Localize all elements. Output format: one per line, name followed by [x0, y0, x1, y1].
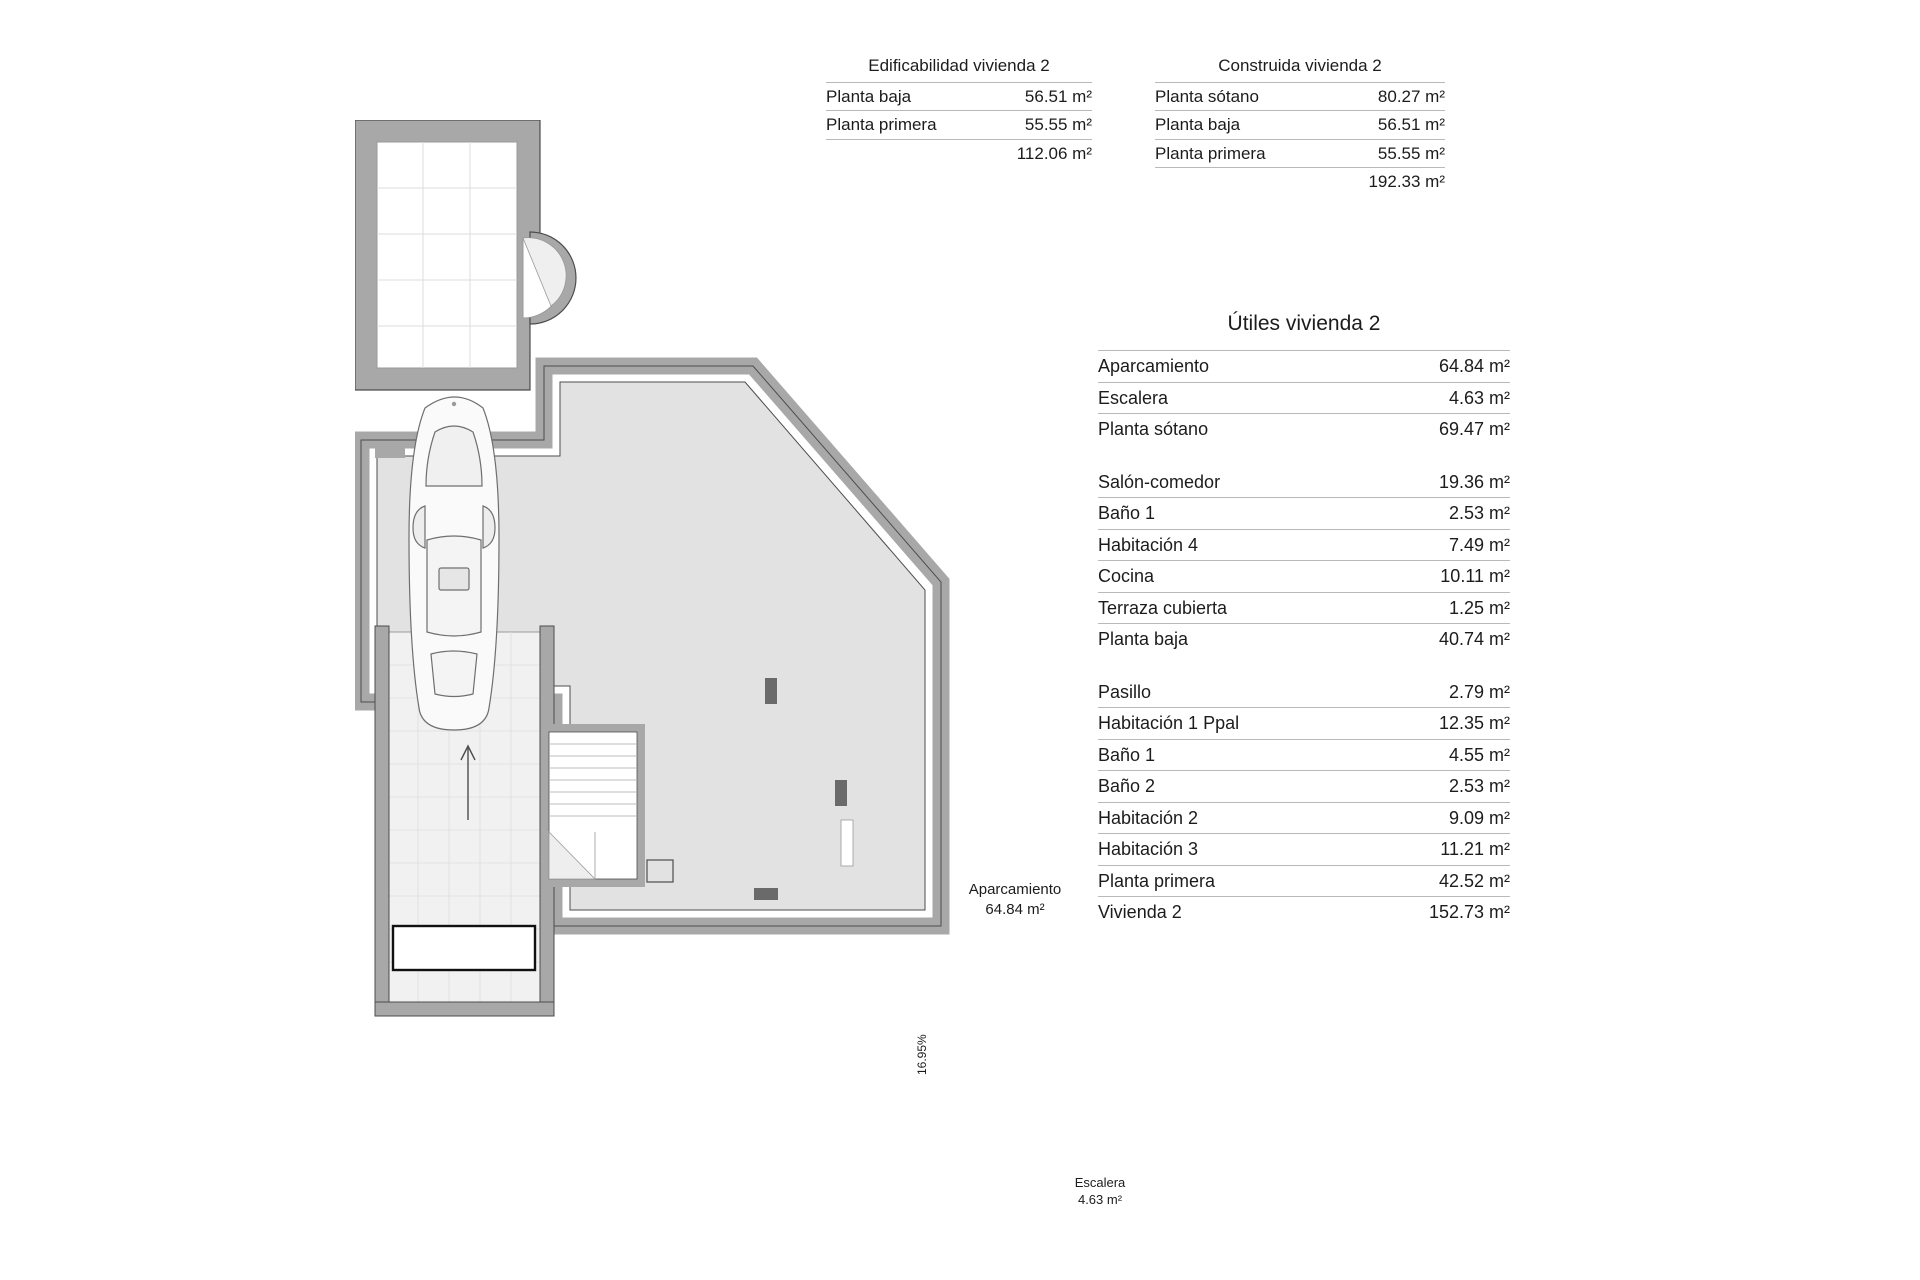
total-value: 112.06 m² [1016, 143, 1092, 163]
row-label: Habitación 2 [1098, 802, 1360, 834]
row-label: Planta primera [1155, 139, 1326, 167]
stair-area-value: 4.63 m² [1077, 1191, 1123, 1207]
row-label: Planta baja [826, 83, 984, 111]
table-group-spacer [1098, 655, 1510, 677]
row-label: Baño 1 [1098, 498, 1360, 530]
row-value: 69.47 m² [1438, 419, 1510, 439]
table-row [1098, 351, 1510, 383]
table-row [1098, 414, 1510, 445]
table-row [1098, 529, 1510, 561]
parking-area-name: Aparcamiento [968, 881, 1062, 898]
row-value: 10.11 m² [1360, 561, 1510, 593]
table-row [1155, 111, 1445, 139]
ramp-slope-label: 16.95% [915, 1034, 929, 1075]
table-row [1098, 739, 1510, 771]
total-value: 192.33 m² [1368, 171, 1445, 191]
table-row [826, 111, 1092, 139]
table-row [1098, 771, 1510, 803]
row-label: Habitación 4 [1098, 529, 1360, 561]
construida-table [1155, 56, 1445, 195]
row-label: Salón-comedor [1098, 467, 1360, 498]
row-label: Escalera [1098, 382, 1360, 414]
table-row [826, 83, 1092, 111]
car-symbol [409, 397, 499, 730]
row-value: 55.55 m² [1326, 139, 1445, 167]
table-row [1098, 467, 1510, 498]
row-value: 2.53 m² [1360, 771, 1510, 803]
edificabilidad-table [826, 56, 1092, 167]
table-total-row [1155, 167, 1445, 195]
row-value: 42.52 m² [1360, 865, 1510, 897]
table-row [1098, 708, 1510, 740]
row-label: Cocina [1098, 561, 1360, 593]
table-row [1098, 624, 1510, 655]
parking-area-label [969, 880, 1062, 919]
wall-opening [841, 820, 853, 866]
table-row [1098, 498, 1510, 530]
table-row [1155, 83, 1445, 111]
row-label: Planta primera [826, 111, 984, 139]
garage-door [393, 926, 535, 970]
row-label: Planta primera [1098, 865, 1360, 897]
row-label: Aparcamiento [1098, 351, 1360, 383]
row-label: Terraza cubierta [1098, 592, 1360, 624]
row-value: 80.27 m² [1326, 83, 1445, 111]
table-row [1098, 382, 1510, 414]
row-label: Habitación 1 Ppal [1098, 708, 1360, 740]
utiles-title: Útiles vivienda 2 [1227, 312, 1381, 335]
row-value: 55.55 m² [984, 111, 1092, 139]
parking-area-value: 64.84 m² [985, 900, 1045, 918]
upper-building [355, 120, 576, 390]
row-value: 56.51 m² [1326, 111, 1445, 139]
table-row [1098, 561, 1510, 593]
row-value: 2.53 m² [1360, 498, 1510, 530]
row-label: Baño 1 [1098, 739, 1360, 771]
stair-area-name: Escalera [1074, 1175, 1126, 1190]
construida-title: Construida vivienda 2 [1218, 56, 1382, 75]
edificabilidad-title: Edificabilidad vivienda 2 [868, 56, 1050, 75]
row-value: 12.35 m² [1360, 708, 1510, 740]
table-row [1098, 865, 1510, 897]
row-value: 64.84 m² [1360, 351, 1510, 383]
row-label: Planta baja [1155, 111, 1326, 139]
table-row [1098, 897, 1510, 928]
row-value: 40.74 m² [1438, 629, 1510, 649]
row-value: 56.51 m² [984, 83, 1092, 111]
total-label [1155, 167, 1326, 195]
table-row [1155, 139, 1445, 167]
row-label: Baño 2 [1098, 771, 1360, 803]
row-label: Planta baja [1098, 629, 1189, 649]
row-value: 1.25 m² [1360, 592, 1510, 624]
table-total-row [826, 139, 1092, 167]
row-value: 2.79 m² [1360, 677, 1510, 708]
row-label: Habitación 3 [1098, 834, 1360, 866]
table-row [1098, 677, 1510, 708]
floor-plan-svg [355, 120, 1115, 1260]
row-label: Pasillo [1098, 677, 1360, 708]
row-label: Planta sótano [1155, 83, 1326, 111]
utiles-table [1098, 312, 1510, 928]
total-label [826, 139, 984, 167]
stair-area-label [1075, 1175, 1126, 1209]
row-value: 4.63 m² [1360, 382, 1510, 414]
row-value: 19.36 m² [1360, 467, 1510, 498]
row-value: 9.09 m² [1360, 802, 1510, 834]
row-value: 7.49 m² [1360, 529, 1510, 561]
table-row [1098, 592, 1510, 624]
table-group-spacer [1098, 445, 1510, 467]
row-label: Vivienda 2 [1098, 902, 1182, 922]
row-value: 11.21 m² [1360, 834, 1510, 866]
row-value: 4.55 m² [1360, 739, 1510, 771]
table-row [1098, 802, 1510, 834]
table-row [1098, 834, 1510, 866]
row-label: Planta sótano [1098, 419, 1209, 439]
row-value: 152.73 m² [1428, 902, 1510, 922]
